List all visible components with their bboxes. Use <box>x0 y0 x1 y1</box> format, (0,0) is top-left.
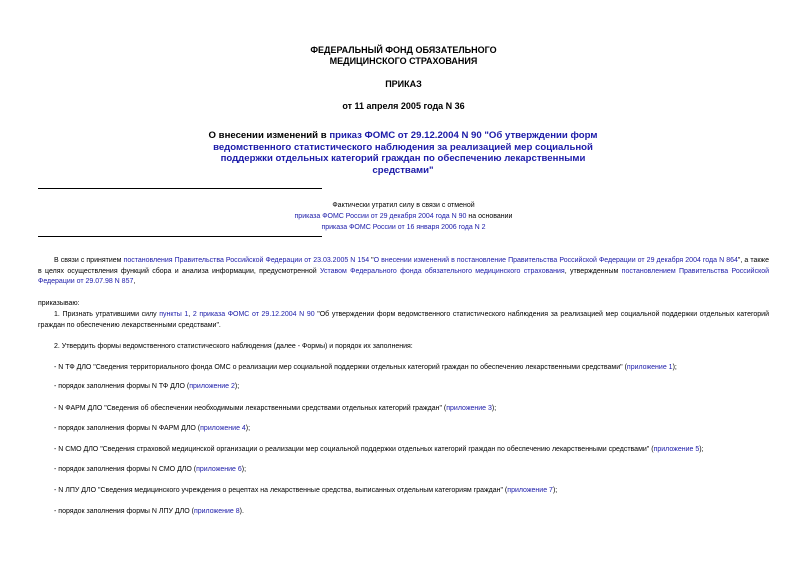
appendix-link[interactable]: приложение 4 <box>200 425 246 432</box>
form-list-item: - N ФАРМ ДЛО "Сведения об обеспечении необходимыми лекарственными средствами отдельных категорий граждан" (приложение 3); <box>54 405 497 412</box>
status-note-line2: приказа ФОМС России от 29 декабря 2004 года N 90 на основании <box>294 213 513 220</box>
appendix-link[interactable]: приложение 2 <box>189 383 235 390</box>
status-note-line1: Фактически утратил силу в связи с отменой <box>332 202 475 209</box>
preamble-paragraph: В связи с принятием постановления Правительства Российской Федерации от 23.03.2005 N 154 "О внесении изменений в постановление Правительства Российской Федерации от 29 декабря 2004 года N 864", а также в целях осуществления функций сбора и анализа информации, предусмотренной Уставом Федерального фонда обязательного медицинского страхования, утвержденным постановлением Правительства Российской Федерации от 29.07.98 N 857, <box>38 257 770 285</box>
form-list-item: - порядок заполнения формы N ТФ ДЛО (приложение 2); <box>54 383 240 390</box>
doc-date: от 11 апреля 2005 года N 36 <box>342 101 465 111</box>
status-note-line3 <box>0 222 807 233</box>
item-2: 2. Утвердить формы ведомственного статистического наблюдения (далее - Формы) и порядок их заполнения: <box>54 343 413 350</box>
preamble-link-charter[interactable]: Уставом Федерального фонда обязательного медицинского страхования <box>319 267 565 275</box>
doc-type: ПРИКАЗ <box>385 79 422 89</box>
status-note-link2[interactable]: приказа ФОМС России от 16 января 2006 года N 2 <box>321 224 486 231</box>
form-list-item: - порядок заполнения формы N ЛПУ ДЛО (приложение 8). <box>54 508 244 515</box>
form-list-item: - N СМО ДЛО "Сведения страховой медицинской организации о реализации мер социальной поддержки отдельных категорий граждан по обеспечению лекарственными средствами" (приложение 5); <box>54 446 704 453</box>
appendix-link[interactable]: приложение 5 <box>653 446 700 453</box>
doc-title <box>200 130 606 176</box>
appendix-link[interactable]: приложение 6 <box>196 466 242 473</box>
form-list-item: - N ЛПУ ДЛО "Сведения медицинского учреждения о рецептах на лекарственные средства, выписанных отдельным категориям граждан" (приложение 7); <box>54 487 558 494</box>
divider-top <box>38 188 322 189</box>
form-list-item: - N ТФ ДЛО "Сведения территориального фонда ОМС о реализации мер социальной поддержки отдельных категорий граждан по обеспечению лекарственными средствами" (приложение 1); <box>54 364 677 371</box>
org-name-line2: МЕДИЦИНСКОГО СТРАХОВАНИЯ <box>329 56 478 66</box>
status-note-link1[interactable]: приказа ФОМС России от 29 декабря 2004 года N 90 <box>294 213 467 220</box>
appendix-link[interactable]: приложение 1 <box>626 364 673 371</box>
title-prefix: О внесении изменений в <box>208 130 330 141</box>
org-name-line1: ФЕДЕРАЛЬНЫЙ ФОНД ОБЯЗАТЕЛЬНОГО <box>310 45 497 55</box>
appendix-link[interactable]: приложение 7 <box>507 487 553 494</box>
form-list-item: - порядок заполнения формы N СМО ДЛО (приложение 6); <box>54 466 247 473</box>
appendix-link[interactable]: приложение 3 <box>446 405 492 412</box>
preamble-link-decree-864[interactable]: О внесении изменений в постановление Правительства Российской Федерации от 29 декабря 2004 года N 864 <box>373 257 738 264</box>
appendix-link[interactable]: приложение 8 <box>193 508 240 515</box>
order-word: приказываю: <box>38 300 80 307</box>
form-list-item: - порядок заполнения формы N ФАРМ ДЛО (приложение 4); <box>54 425 251 432</box>
item-1-link-points[interactable]: пункты 1 <box>159 311 189 318</box>
preamble-link-decree-154[interactable]: постановления Правительства Российской Федерации от 23.03.2005 N 154 <box>123 257 370 264</box>
item-1: 1. Признать утратившими силу пункты 1, 2 приказа ФОМС от 29.12.2004 N 90 "Об утверждении форм ведомственного статистического наблюдения за реализацией мер социальной поддержки отдельных категорий граждан по обеспечению лекарственными средствами". <box>38 311 769 329</box>
divider-bottom <box>38 236 322 237</box>
preamble-link-decree-857[interactable]: постановлением Правительства Российской Федерации от 29.07.98 N 857 <box>38 267 770 285</box>
item-1-link-order[interactable]: 2 приказа ФОМС от 29.12.2004 N 90 <box>192 311 315 318</box>
title-link[interactable]: приказ ФОМС от 29.12.2004 N 90 "Об утверждении форм ведомственного статистического наблюдения за реализацией мер социальной поддержки отдельных категорий граждан по обеспечению лекарственными средствами" <box>213 130 598 176</box>
